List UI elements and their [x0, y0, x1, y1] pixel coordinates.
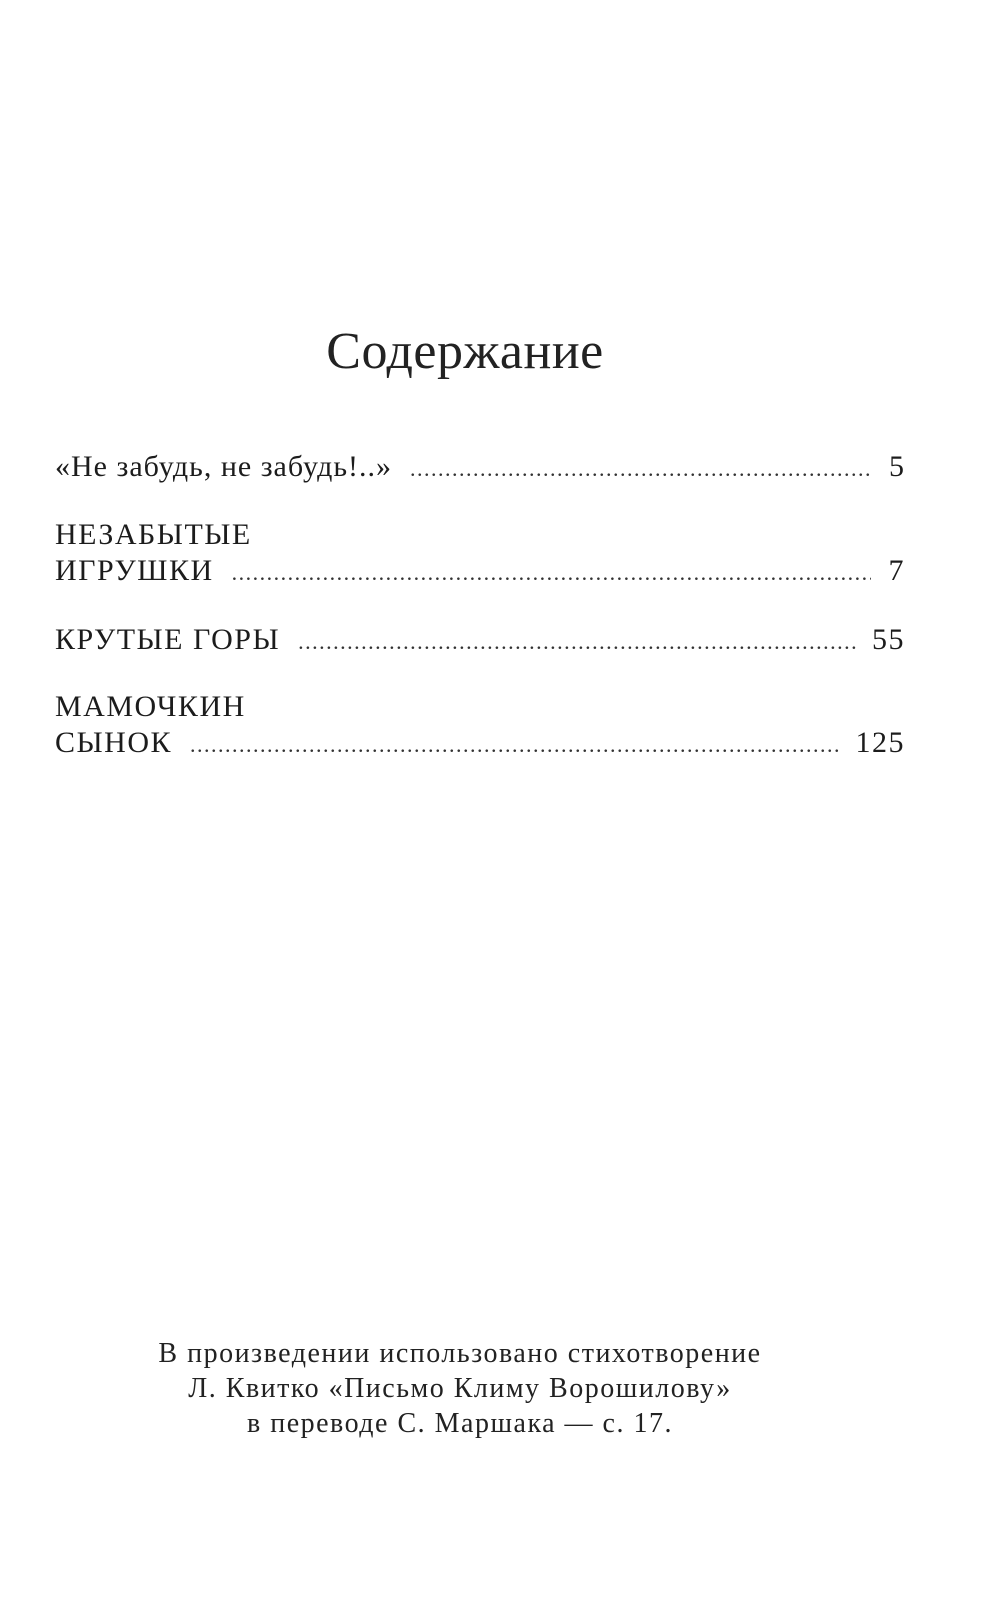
toc-entry-title: КРУТЫЕ ГОРЫ — [55, 623, 281, 656]
toc-entry-1[interactable] — [55, 450, 905, 486]
dot-leader — [190, 732, 841, 758]
toc-page-number: 7 — [888, 554, 905, 587]
dot-leader — [232, 560, 871, 586]
toc-entry-4[interactable] — [55, 690, 905, 762]
dot-leader — [298, 629, 858, 655]
footnote — [0, 1336, 920, 1441]
toc-entry-title-line1: МАМОЧКИН — [55, 690, 246, 723]
footnote-line-2: Л. Квитко «Письмо Климу Ворошилову» — [188, 1373, 732, 1404]
toc-entry-title-line2: ИГРУШКИ — [55, 554, 214, 587]
footnote-line-1: В произведении использовано стихотворение — [158, 1338, 762, 1369]
toc-page-number: 55 — [872, 623, 905, 656]
toc-entry-3[interactable] — [55, 623, 905, 659]
footnote-line-3: в переводе С. Маршака — с. 17. — [247, 1408, 673, 1439]
page-title: Содержание — [326, 323, 604, 380]
toc-page-number: 125 — [855, 726, 905, 759]
toc-entry-title-line2: СЫНОК — [55, 726, 173, 759]
toc-entry-2[interactable] — [55, 518, 905, 590]
toc-page-number: 5 — [889, 450, 905, 483]
dot-leader — [410, 456, 871, 482]
toc-entry-title: «Не забудь, не забудь!..» — [55, 450, 393, 483]
toc-entry-title-line1: НЕЗАБЫТЫЕ — [55, 518, 252, 551]
